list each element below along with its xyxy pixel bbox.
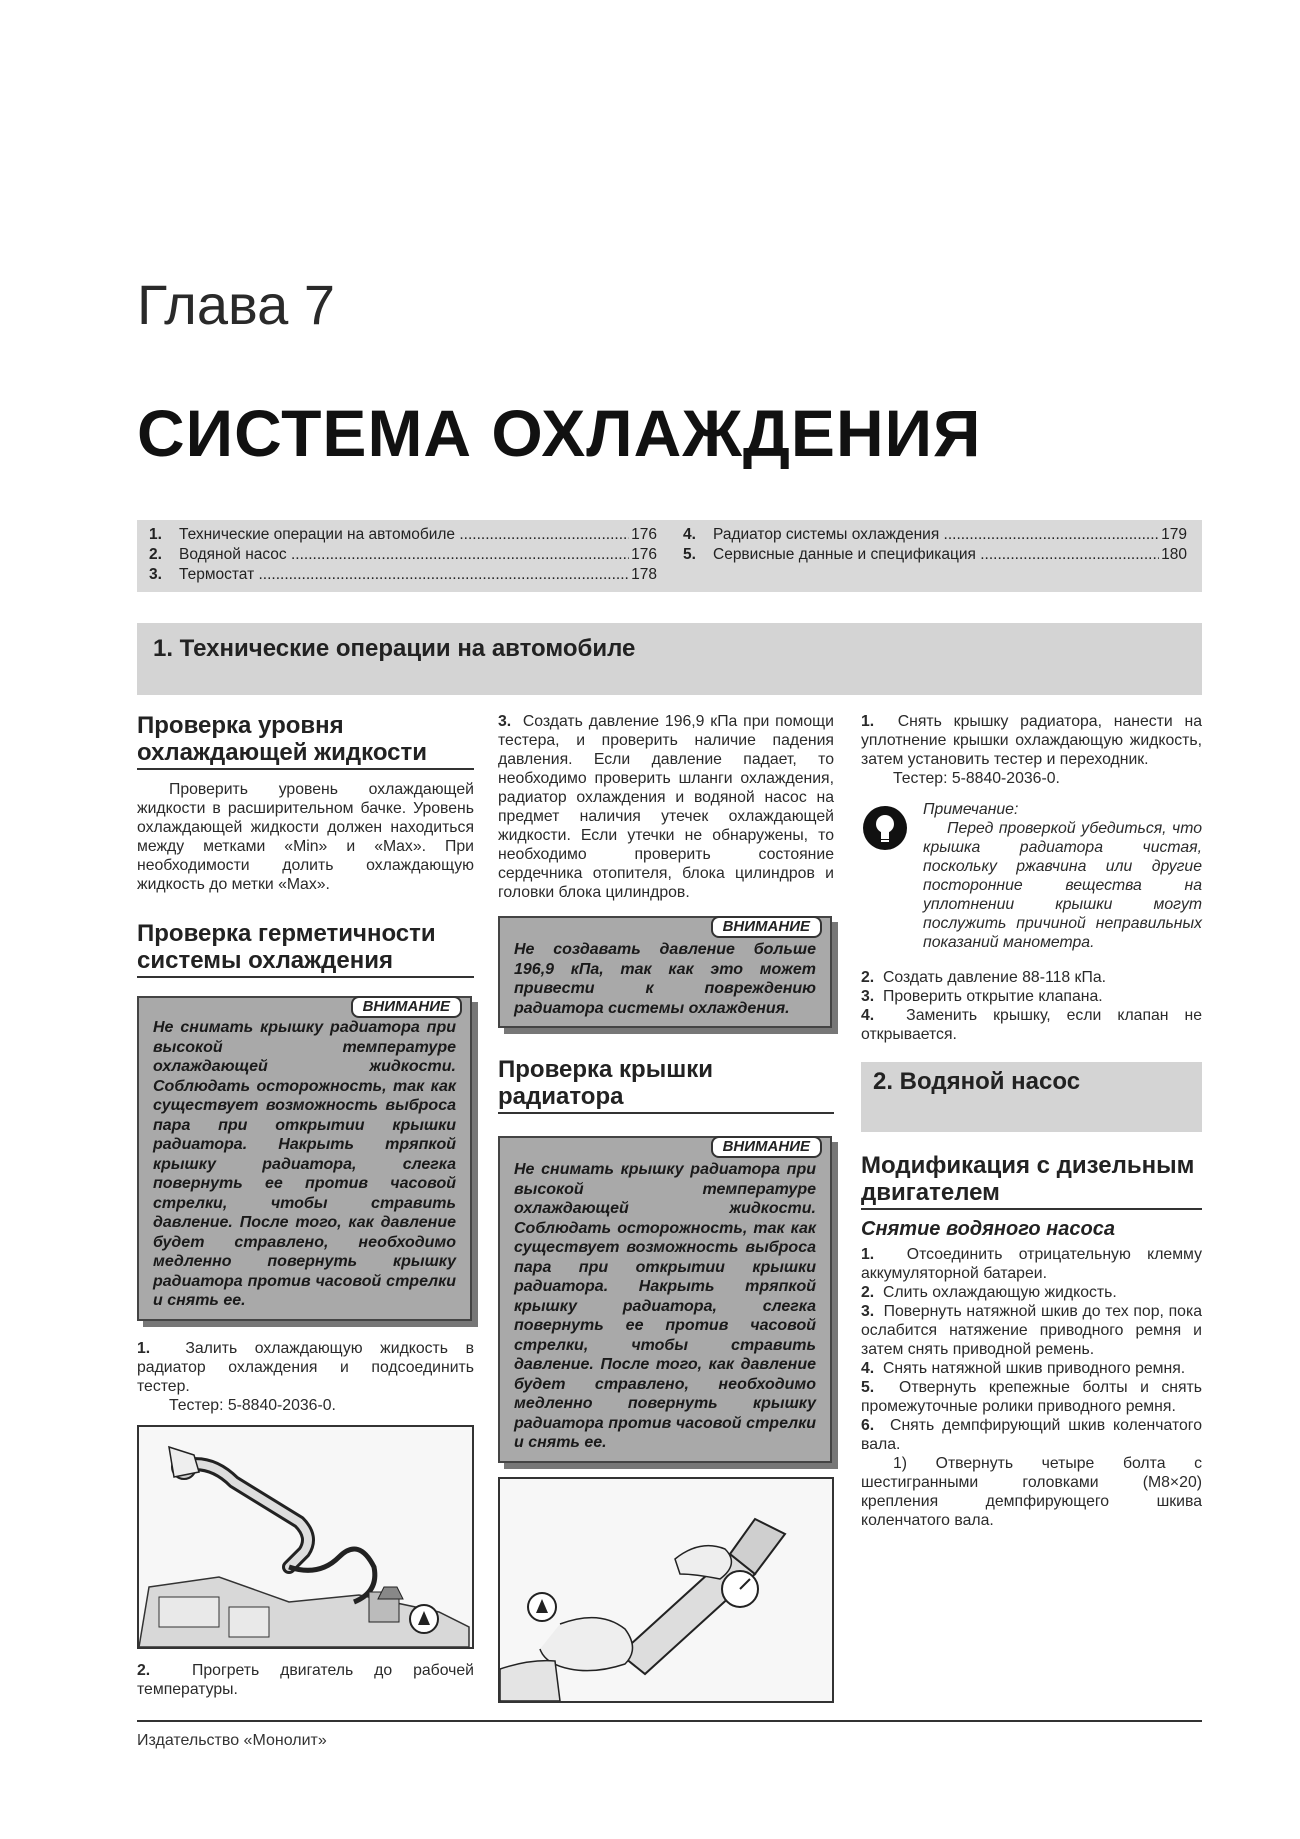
step: 1. Снять крышку радиатора, нанести на уплотнение крышки охлаждающую жидкость, затем установить тестер и переходник. (861, 713, 1203, 768)
warning-text: Не снимать крышку радиатора при высокой температуре охлаждающей жидкости. Соблюдать осторожность, так как существует возможность выброса пара при открытии крышки радиатора. Накрыть тряпкой крышку радиатора, слегка повернуть ее против часовой стрелки, чтобы стравить давление. После того, как давление будет стравлено, необходимо медленно повернуть крышку радиатора против часовой стрелки и снять ее. (153, 1019, 456, 1309)
tester-spec: Тестер: 5-8840-2036-0. (169, 1396, 336, 1414)
column-right (861, 712, 1202, 1530)
warning-box (498, 1136, 832, 1463)
figure-cap-tester (498, 1477, 834, 1703)
step: 5. Отвернуть крепежные болты и снять промежуточные ролики приводного ремня. (861, 1379, 1202, 1415)
step: 3. Повернуть натяжной шкив до тех пор, пока ослабится натяжение приводного ремня и затем снять приводной ремень. (861, 1303, 1202, 1358)
column-left (137, 712, 474, 1699)
toc-left-column (149, 526, 657, 586)
table-of-contents (137, 520, 1202, 592)
chapter-label: Глава 7 (137, 273, 335, 336)
section-header (137, 623, 1202, 695)
step: 3. Проверить открытие клапана. (861, 988, 1103, 1005)
note-block (861, 800, 1202, 952)
step: 2. Прогреть двигатель до рабочей температуры. (137, 1661, 474, 1698)
subheading-water-pump-removal: Снятие водяного насоса (861, 1218, 1115, 1240)
warning-tag: ВНИМАНИЕ (711, 1136, 822, 1158)
paragraph: Проверить уровень охлаждающей жидкости в расширительном бачке. Уровень охлаждающей жидкости должен находиться между метками «Min» и «Max». При необходимости долить охлаждающую жидкость до метки «Max». (137, 781, 474, 893)
warning-text: Не снимать крышку радиатора при высокой температуре охлаждающей жидкости. Соблюдать осторожность, так как существует возможность выброса пара при открытии крышки радиатора. Накрыть тряпкой крышку радиатора, слегка повернуть ее против часовой стрелки, чтобы стравить давление. После того, как давление будет стравлено, необходимо медленно повернуть крышку радиатора против часовой стрелки и снять ее. (514, 1161, 816, 1451)
warning-tag: ВНИМАНИЕ (711, 916, 822, 938)
warning-tag: ВНИМАНИЕ (351, 996, 462, 1018)
footer-rule (137, 1720, 1202, 1722)
note-label: Примечание: (923, 801, 1019, 818)
toc-item[interactable]: 3. Термостат ..... 178 (149, 566, 657, 586)
step: 1. Отсоединить отрицательную клемму аккумуляторной батареи. (861, 1246, 1202, 1282)
substep: 1) Отвернуть четыре болта с шестигранными головками (M8×20) крепления демпфирующего шкива коленчатого вала. (861, 1455, 1202, 1529)
column-middle (498, 712, 834, 1703)
step: 6. Снять демпфирующий шкив коленчатого вала. (861, 1417, 1202, 1453)
step: 3. Создать давление 196,9 кПа при помощи тестера, и проверить наличие падения давления. Если давление падает, то необходимо проверить шланги охлаждения, радиатор охлаждения и водяной насос на предмет наличия утечек охлаждающей жидкости. Если утечки не обнаружены, то необходимо проверить состояние сердечника отопителя, блока цилиндров и головки блока цилиндров. (498, 713, 834, 901)
toc-item[interactable]: 2. Водяной насос ..... 176 (149, 546, 657, 566)
section-header (861, 1062, 1202, 1132)
section-title: 1. Технические операции на автомобиле (153, 635, 636, 662)
subheading-diesel: Модификация с дизельным двигателем (861, 1152, 1202, 1210)
illustration (500, 1479, 832, 1701)
warning-box (137, 996, 472, 1321)
step: 4. Заменить крышку, если клапан не открывается. (861, 1007, 1203, 1043)
figure-tester-connected (137, 1425, 474, 1649)
subheading-leak-test: Проверка герметичности системы охлаждения (137, 920, 474, 978)
illustration (139, 1427, 472, 1647)
warning-box (498, 916, 832, 1028)
toc-item[interactable]: 5. Сервисные данные и спецификация ..... 180 (683, 546, 1187, 566)
step: 2. Слить охлаждающую жидкость. (861, 1284, 1117, 1301)
lightbulb-icon (863, 806, 907, 850)
warning-text: Не создавать давление больше 196,9 кПа, так как это может привести к повреждению радиатора системы охлаждения. (514, 941, 816, 1017)
subheading-coolant-level: Проверка уровня охлаждающей жидкости (137, 712, 474, 770)
step: 4. Снять натяжной шкив приводного ремня. (861, 1360, 1186, 1377)
toc-item[interactable]: 4. Радиатор системы охлаждения ..... 179 (683, 526, 1187, 546)
subheading-cap-check: Проверка крышки радиатора (498, 1056, 834, 1114)
toc-item[interactable]: 1. Технические операции на автомобиле ..... 176 (149, 526, 657, 546)
publisher: Издательство «Монолит» (137, 1732, 327, 1749)
section-title: 2. Водяной насос (873, 1068, 1081, 1095)
step: 2. Создать давление 88-118 кПа. (861, 969, 1106, 986)
step: 1. Залить охлаждающую жидкость в радиатор охлаждения и подсоединить тестер. (137, 1339, 474, 1395)
toc-right-column (683, 526, 1187, 566)
tester-spec: Тестер: 5-8840-2036-0. (893, 770, 1060, 787)
note-text: Перед проверкой убедиться, что крышка радиатора чистая, поскольку ржавчина или другие посторонние вещества на уплотнении крышки могут послужить причиной неправильных показаний манометра. (923, 820, 1202, 951)
chapter-title: СИСТЕМА ОХЛАЖДЕНИЯ (137, 396, 982, 470)
